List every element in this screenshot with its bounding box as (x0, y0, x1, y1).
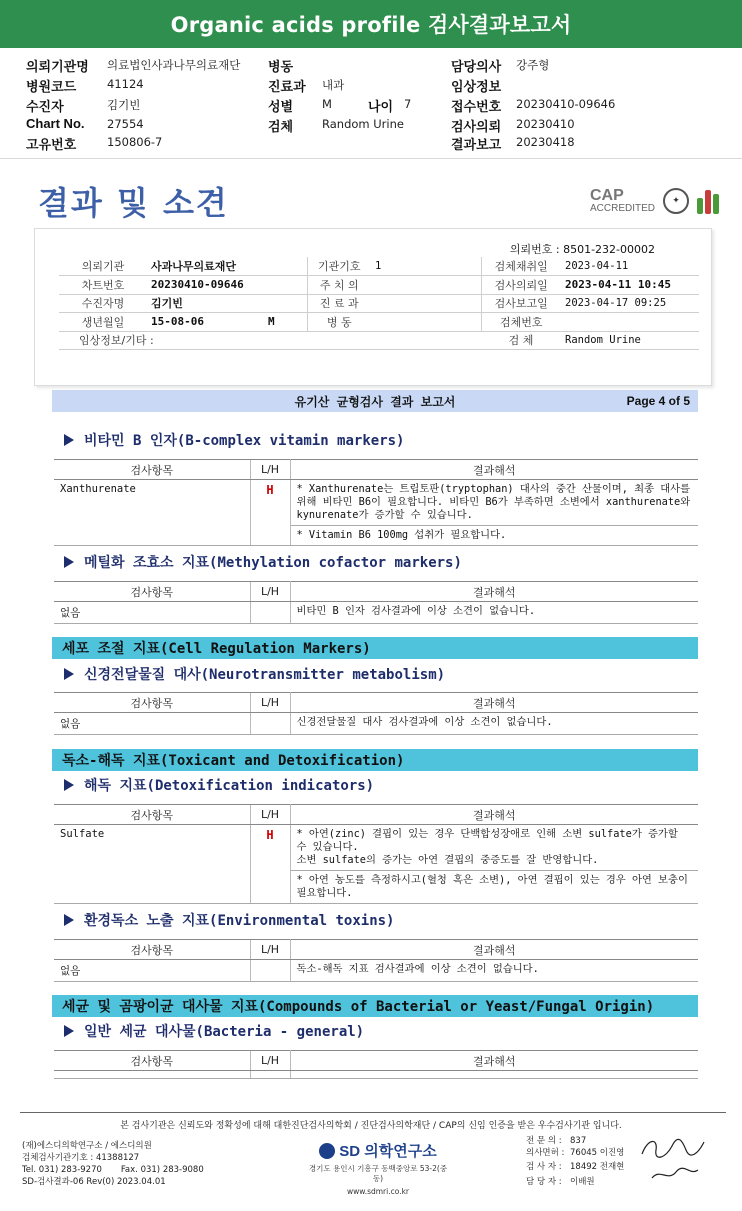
table-row: Sulfate H * 아연(zinc) 결핍이 있는 경우 단백합성장애로 인해 소변 sulfate가 증가할 수 있습니다. 소변 sulfate의 증가는 아연 결핍의 중증도를 잘 반영합니다. (54, 825, 698, 871)
category-bacterial: 세균 및 곰팡이균 대사물 지표(Compounds of Bacterial or Yeast/Fungal Origin) (52, 995, 698, 1017)
recipient: 김기빈 (107, 98, 141, 112)
subsection-methylation: 메틸화 조효소 지표(Methylation cofactor markers) (64, 552, 462, 572)
report-date: 20230418 (516, 135, 575, 149)
table-row: 없음 독소-해독 지표 검사결과에 이상 소견이 없습니다. (54, 960, 698, 982)
doctor: 강주형 (516, 58, 550, 72)
report-label: 결과보고 (451, 137, 502, 152)
request-number: 의뢰번호 : 8501-232-00002 (509, 243, 655, 256)
subsection-b-vitamin: 비타민 B 인자(B-complex vitamin markers) (64, 430, 404, 450)
triangle-icon (64, 914, 74, 926)
accreditation-logos (590, 186, 721, 216)
patient-row: 임상정보/기타 : 검 체 Random Urine (59, 331, 699, 350)
specimen: Random Urine (322, 117, 404, 131)
patient-row: 의뢰기관 사과나무의료재단 기관기호 1 검체채취일 2023-04-11 (59, 257, 699, 276)
sex-mark: M (267, 315, 275, 329)
table-row: * Vitamin B6 100mg 섭취가 필요합니다. (54, 526, 698, 546)
triangle-icon (64, 556, 74, 568)
table-row: * 아연 농도를 측정하시고(혈청 혹은 소변), 아연 결핍이 있는 경우 아연 보충이 필요합니다. (54, 871, 698, 904)
result-table-b-vitamin: 검사항목 L/H 결과해석 Xanthurenate H * Xanthurenate는 트립토판(tryptophan) 대사의 중간 산물이며, 최종 대사를 위해 비타민 B6이 필요합니다. 비타민 B6가 부족하면 소변에서 xanthurenate와 kynurenate가 증가할 수 있습니다. * Vitamin B6 100mg 섭취가 필요합니다. (54, 459, 698, 546)
report-title: Organic acids profile 검사결과보고서 (0, 0, 742, 48)
patient-row: 차트번호 20230410-09646 주 치 의 검사의뢰일 2023-04-11 10:45 (59, 276, 699, 295)
table-row (54, 1071, 698, 1079)
cap-logo: CAP ACCREDITED (590, 187, 656, 214)
requesting-org: 의료법인사과나무의료재단 (107, 58, 241, 72)
triangle-icon (64, 1025, 74, 1037)
subsection-environmental: 환경독소 노출 지표(Environmental toxins) (64, 910, 394, 930)
subsection-bacteria-general: 일반 세균 대사물(Bacteria - general) (64, 1021, 364, 1041)
patient-table (59, 257, 699, 350)
receipt-no-label: 접수번호 (451, 99, 502, 114)
seal-icon: ✦ (663, 188, 689, 214)
sex: M (322, 97, 332, 111)
patient-row: 수진자명 김기빈 진 료 과 검사보고일 2023-04-17 09:25 (59, 294, 699, 313)
department: 내과 (322, 78, 345, 92)
specimen-label: 검체 (268, 119, 294, 134)
triangle-icon (64, 434, 74, 446)
department-label: 진료과 (268, 79, 306, 94)
doctor-label: 담당의사 (451, 59, 502, 74)
age: 7 (404, 97, 412, 111)
request-label: 검사의뢰 (451, 119, 502, 134)
chart-no: 27554 (107, 117, 144, 131)
patient-info-box (34, 228, 712, 386)
report-bar-title: 유기산 균형검사 결과 보고서 (294, 394, 456, 409)
sex-label: 성별 (268, 99, 294, 114)
high-flag: H (250, 480, 290, 546)
brand-logo: SD 의학연구소 경기도 용인시 기흥구 동백중앙로 53-2(중동) www.sdmri.co.kr (308, 1143, 448, 1196)
age-label: 나이 (368, 99, 394, 114)
result-table-methylation: 검사항목 L/H 결과해석 없음 비타민 B 인자 검사결과에 이상 소견이 없습니다. (54, 581, 698, 624)
table-row: 없음 신경전달물질 대사 검사결과에 이상 소견이 없습니다. (54, 713, 698, 735)
triangle-icon (64, 779, 74, 791)
recipient-label: 수진자 (26, 99, 64, 114)
unique-no: 150806-7 (107, 135, 163, 149)
result-table-detox: 검사항목 L/H 결과해석 Sulfate H * 아연(zinc) 결핍이 있는 경우 단백합성장애로 인해 소변 sulfate가 증가할 수 있습니다. 소변 sulfate의 증가는 아연 결핍의 중증도를 잘 반영합니다. * 아연 농도를 측정하시고(혈청 혹은 소변), 아연 결핍이 있는 경우 아연 보충이 필요합니다. (54, 804, 698, 904)
footer-lab-info: (재)에스디의학연구소 / 에스디의원 검체검사기관기호 : 41388127 Tel. 031) 283-9270 Fax. 031) 283-9080 SD-검사결과-06 Rev(0) 2023.04.01 (22, 1141, 204, 1187)
signature-icon (638, 1132, 708, 1188)
receipt-no: 20230410-09646 (516, 97, 616, 111)
request-date: 20230410 (516, 117, 575, 131)
requesting-org-label: 의뢰기관명 (26, 59, 89, 74)
page-indicator: Page 4 of 5 (626, 394, 690, 408)
subsection-detox: 해독 지표(Detoxification indicators) (64, 775, 374, 795)
footer-certification: 본 검사기관은 신뢰도와 정확성에 대해 대한진단검사의학회 / 진단검사의학재단 / CAP의 신임 인증을 받은 우수검사기관 입니다. (120, 1121, 622, 1131)
triangle-icon (64, 668, 74, 680)
unique-label: 고유번호 (26, 137, 77, 152)
hospital-code-label: 병원코드 (26, 79, 77, 94)
hospital-code: 41124 (107, 77, 144, 91)
lab-logo-icon (697, 188, 721, 214)
header-info (0, 52, 742, 154)
ward-label: 병동 (268, 59, 294, 74)
report-bar (52, 390, 698, 412)
category-toxicant: 독소-해독 지표(Toxicant and Detoxification) (52, 749, 698, 771)
footer-divider (20, 1112, 726, 1113)
divider (0, 158, 742, 159)
high-flag: H (250, 825, 290, 904)
result-table-neuro: 검사항목 L/H 결과해석 없음 신경전달물질 대사 검사결과에 이상 소견이 없습니다. (54, 692, 698, 735)
result-table-bacteria: 검사항목 L/H 결과해석 (54, 1050, 698, 1079)
table-row: 없음 비타민 B 인자 검사결과에 이상 소견이 없습니다. (54, 602, 698, 624)
signers: 전 문 의 : 837 의사면허 : 76045 이진영 검 사 자 : 18492 전재현 담 당 자 : 이배원 (526, 1136, 625, 1187)
clinical-label: 임상정보 (451, 79, 502, 94)
section-title: 결과 및 소견 (38, 184, 229, 222)
result-table-env: 검사항목 L/H 결과해석 없음 독소-해독 지표 검사결과에 이상 소견이 없습니다. (54, 939, 698, 982)
brand-mark-icon (319, 1143, 335, 1159)
subsection-neurotransmitter: 신경전달물질 대사(Neurotransmitter metabolism) (64, 664, 445, 684)
patient-row: 생년월일 15-08-06 M 병 동 검체번호 (59, 313, 699, 332)
category-cell-regulation: 세포 조절 지표(Cell Regulation Markers) (52, 637, 698, 659)
chart-label: Chart No. (26, 116, 85, 131)
table-row: Xanthurenate H * Xanthurenate는 트립토판(tryptophan) 대사의 중간 산물이며, 최종 대사를 위해 비타민 B6이 필요합니다. 비타민 B6가 부족하면 소변에서 xanthurenate와 kynurenate가 증가할 수 있습니다. (54, 480, 698, 526)
